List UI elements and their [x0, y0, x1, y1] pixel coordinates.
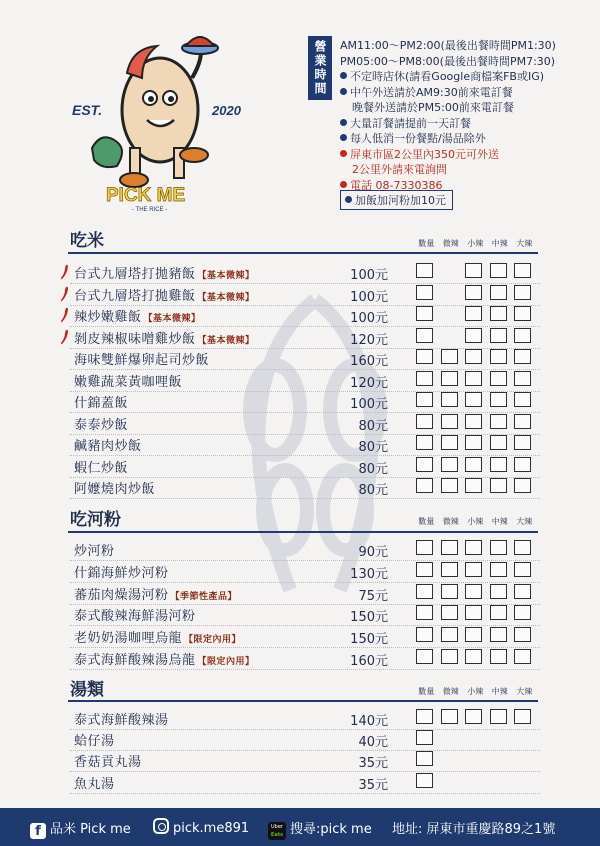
info-line: 每人低消一份餐點/湯品除外 — [340, 131, 556, 147]
spice-checkbox[interactable] — [465, 605, 482, 620]
addon-note — [340, 190, 453, 210]
spice-checkbox[interactable] — [490, 285, 507, 300]
menu-item — [60, 305, 540, 325]
menu-item — [60, 456, 540, 476]
menu-item-price: 80元 — [358, 440, 388, 455]
menu-item — [60, 561, 540, 581]
bullet-icon — [340, 181, 347, 188]
spice-checkbox[interactable] — [514, 709, 531, 724]
menu-item — [60, 413, 540, 433]
spice-checkbox[interactable] — [514, 627, 531, 642]
menu-item-name: 辣炒嫩雞飯 【基本微辣】 — [74, 310, 201, 325]
quantity-checkbox[interactable] — [416, 306, 433, 321]
instagram-icon — [153, 818, 169, 834]
quantity-checkbox[interactable] — [416, 414, 433, 429]
menu-item-name: 海味雙鮮爆卵起司炒飯 — [74, 353, 210, 368]
spice-checkbox[interactable] — [514, 584, 531, 599]
spice-checkbox[interactable] — [490, 263, 507, 278]
section-divider — [68, 700, 538, 702]
spice-checkbox[interactable] — [465, 392, 482, 407]
menu-item-name: 泰式海鮮酸辣湯 — [74, 713, 169, 728]
menu-item-price: 80元 — [358, 418, 388, 434]
spice-checkbox[interactable] — [514, 478, 531, 493]
footer-bar — [0, 808, 600, 846]
logo-sub: - THE RICE - — [132, 207, 168, 213]
spice-checkbox[interactable] — [441, 562, 458, 577]
column-heads-soup — [414, 686, 538, 697]
quantity-checkbox[interactable] — [416, 457, 433, 472]
spice-checkbox[interactable] — [490, 562, 507, 577]
spice-checkbox[interactable] — [514, 457, 531, 472]
bullet-icon — [340, 150, 347, 157]
column-head: 大辣 — [516, 687, 533, 696]
chili-icon — [60, 329, 70, 345]
quantity-checkbox[interactable] — [416, 709, 433, 724]
spice-checkbox[interactable] — [514, 392, 531, 407]
logo-est: EST. — [72, 102, 103, 118]
quantity-checkbox[interactable] — [416, 371, 433, 386]
column-head: 中辣 — [491, 687, 508, 696]
menu-item-price: 90元 — [358, 545, 388, 560]
column-head: 數量 — [418, 517, 435, 526]
menu-item-price: 100元 — [350, 289, 388, 305]
quantity-checkbox[interactable] — [416, 328, 433, 343]
spice-checkbox[interactable] — [441, 478, 458, 493]
menu-item-price: 160元 — [350, 354, 388, 369]
spice-checkbox[interactable] — [490, 540, 507, 555]
spice-checkbox[interactable] — [514, 328, 531, 343]
menu-item — [60, 327, 540, 347]
quantity-checkbox[interactable] — [416, 649, 433, 664]
menu-item-price: 35元 — [358, 756, 388, 772]
menu-item-price: 160元 — [350, 654, 388, 669]
spice-checkbox[interactable] — [441, 627, 458, 642]
spice-checkbox[interactable] — [490, 414, 507, 429]
menu-item-name: 嫩雞蔬菜黃咖哩飯 — [74, 374, 183, 390]
menu-item-badge: 【基本微辣】 — [197, 292, 255, 303]
menu-item-price: 35元 — [358, 777, 388, 793]
spice-checkbox[interactable] — [465, 627, 482, 642]
spice-checkbox[interactable] — [490, 457, 507, 472]
spice-checkbox[interactable] — [465, 306, 482, 321]
quantity-checkbox[interactable] — [416, 392, 433, 407]
column-head: 數量 — [418, 239, 435, 248]
column-head: 中辣 — [491, 239, 508, 248]
address-text: 地址: 屏東市重慶路89之1號 — [392, 822, 556, 837]
quantity-checkbox[interactable] — [416, 349, 433, 364]
spice-checkbox[interactable] — [465, 649, 482, 664]
column-head: 大辣 — [516, 239, 533, 248]
menu-item-name: 台式九層塔打拋雞飯 【基本微辣】 — [74, 288, 255, 304]
menu-item-name: 泰式酸辣海鮮湯河粉 — [74, 609, 196, 625]
column-heads-rice — [414, 238, 538, 249]
spice-checkbox[interactable] — [441, 349, 458, 364]
ubereats-link[interactable]: Uber Eats 搜尋:pick me — [268, 818, 372, 840]
menu-item-price: 150元 — [350, 610, 388, 626]
spice-checkbox[interactable] — [514, 540, 531, 555]
chili-icon — [60, 286, 70, 302]
column-head: 微辣 — [442, 239, 459, 248]
menu-item — [60, 626, 540, 646]
menu-item — [60, 539, 540, 559]
spice-checkbox[interactable] — [514, 605, 531, 620]
ubereats-icon: Uber Eats — [268, 822, 286, 840]
menu-item-name: 剝皮辣椒味噌雞炒飯 【基本微辣】 — [74, 331, 255, 347]
column-head: 微辣 — [442, 517, 459, 526]
bullet-icon — [340, 72, 347, 79]
spice-checkbox[interactable] — [514, 349, 531, 364]
menu-item-name: 蝦仁炒飯 — [74, 460, 129, 476]
menu-item — [60, 477, 540, 497]
menu-item — [60, 729, 540, 749]
spice-checkbox[interactable] — [490, 627, 507, 642]
menu-item — [60, 648, 540, 668]
quantity-checkbox[interactable] — [416, 478, 433, 493]
menu-item-name: 蕃茄肉燥湯河粉 【季節性產品】 — [74, 587, 238, 603]
menu-item — [60, 604, 540, 624]
menu-item-name: 什錦海鮮炒河粉 — [74, 565, 169, 581]
spice-checkbox[interactable] — [514, 649, 531, 664]
spice-checkbox[interactable] — [441, 540, 458, 555]
spice-checkbox[interactable] — [514, 414, 531, 429]
bullet-icon — [340, 88, 347, 95]
spice-checkbox[interactable] — [465, 478, 482, 493]
bullet-icon — [340, 134, 347, 141]
spice-checkbox[interactable] — [441, 605, 458, 620]
quantity-checkbox[interactable] — [416, 773, 433, 788]
column-head: 微辣 — [442, 687, 459, 696]
spice-checkbox[interactable] — [465, 349, 482, 364]
spice-checkbox[interactable] — [441, 649, 458, 664]
menu-item — [60, 370, 540, 390]
spice-checkbox[interactable] — [514, 285, 531, 300]
menu-item-price: 100元 — [350, 397, 388, 412]
info-line: PM05:00～PM8:00(最後出餐時間PM7:30) — [340, 54, 556, 68]
menu-item-name: 什錦蓋飯 — [74, 396, 129, 411]
menu-item-price: 120元 — [350, 375, 388, 391]
info-line: 電話 08-7330386 — [340, 178, 556, 194]
spice-checkbox[interactable] — [465, 285, 482, 300]
section-divider — [68, 252, 538, 254]
spice-checkbox[interactable] — [441, 371, 458, 386]
quantity-checkbox[interactable] — [416, 435, 433, 450]
spice-checkbox[interactable] — [441, 435, 458, 450]
menu-item-price: 80元 — [358, 461, 388, 477]
menu-item-name: 魚丸湯 — [74, 776, 115, 792]
spice-checkbox[interactable] — [441, 392, 458, 407]
pick-me-logo — [72, 18, 252, 213]
row-divider — [70, 793, 540, 794]
menu-item — [60, 708, 540, 728]
quantity-checkbox[interactable] — [416, 540, 433, 555]
spice-checkbox[interactable] — [465, 371, 482, 386]
menu-item-name: 阿嬤燒肉炒飯 — [74, 482, 156, 497]
menu-item — [60, 262, 540, 282]
spice-checkbox[interactable] — [490, 605, 507, 620]
chili-icon — [60, 264, 70, 280]
menu-item — [60, 583, 540, 603]
logo-brand: PICK ME — [106, 185, 186, 206]
menu-item-name: 老奶奶湯咖哩烏龍 【限定內用】 — [74, 631, 242, 647]
row-divider — [70, 498, 540, 499]
section-title-noodle: 吃河粉 — [70, 510, 121, 530]
menu-item-name: 泰泰炒飯 — [74, 417, 129, 433]
spice-checkbox[interactable] — [490, 371, 507, 386]
menu-item — [60, 772, 540, 792]
spice-checkbox[interactable] — [490, 392, 507, 407]
spice-checkbox[interactable] — [490, 328, 507, 343]
instagram-link[interactable]: pick.me891 — [153, 818, 249, 836]
menu-item-price: 75元 — [358, 588, 388, 604]
spice-checkbox[interactable] — [465, 414, 482, 429]
spice-checkbox[interactable] — [490, 349, 507, 364]
quantity-checkbox[interactable] — [416, 627, 433, 642]
quantity-checkbox[interactable] — [416, 584, 433, 599]
info-line: 2公里外請來電詢問 — [352, 163, 447, 176]
menu-item — [60, 348, 540, 368]
menu-item-name: 泰式海鮮酸辣湯烏龍 【限定內用】 — [74, 653, 255, 668]
menu-item-badge: 【季節性產品】 — [170, 591, 238, 602]
menu-item — [60, 284, 540, 304]
spice-checkbox[interactable] — [465, 540, 482, 555]
logo-year: 2020 — [212, 103, 241, 118]
spice-checkbox[interactable] — [490, 435, 507, 450]
facebook-icon: f — [30, 823, 46, 839]
bullet-icon — [345, 196, 352, 203]
info-line: 屏東市區2公里內350元可外送 — [340, 147, 556, 163]
menu-item-price: 150元 — [350, 632, 388, 648]
spice-checkbox[interactable] — [465, 709, 482, 724]
column-head: 小辣 — [467, 687, 484, 696]
spice-checkbox[interactable] — [465, 584, 482, 599]
column-head: 中辣 — [491, 517, 508, 526]
addon-text: 加飯加河粉加10元 — [355, 194, 446, 207]
spice-checkbox[interactable] — [514, 562, 531, 577]
column-heads-noodle — [414, 516, 538, 527]
facebook-link[interactable]: f 品米 Pick me — [30, 818, 131, 839]
spice-checkbox[interactable] — [465, 328, 482, 343]
quantity-checkbox[interactable] — [416, 730, 433, 745]
info-line: 不定時店休(請看Google商檔案FB或IG) — [340, 69, 556, 85]
spice-checkbox[interactable] — [465, 457, 482, 472]
menu-item-price: 140元 — [350, 714, 388, 729]
quantity-checkbox[interactable] — [416, 562, 433, 577]
menu-item-badge: 【基本微辣】 — [197, 271, 255, 281]
menu-item — [60, 750, 540, 770]
quantity-checkbox[interactable] — [416, 263, 433, 278]
menu-item-price: 100元 — [350, 268, 388, 283]
business-hours-tag: 營業時間 — [308, 36, 332, 100]
menu-item-name: 台式九層塔打拋豬飯 【基本微辣】 — [74, 267, 255, 282]
menu-item-badge: 【限定內用】 — [197, 657, 255, 667]
spice-checkbox[interactable] — [465, 562, 482, 577]
spice-checkbox[interactable] — [441, 709, 458, 724]
menu-item-name: 蛤仔湯 — [74, 734, 115, 750]
section-divider — [68, 531, 538, 533]
spice-checkbox[interactable] — [490, 306, 507, 321]
menu-item-name: 鹹豬肉炒飯 — [74, 439, 142, 454]
menu-item-price: 80元 — [358, 483, 388, 498]
spice-checkbox[interactable] — [441, 414, 458, 429]
menu-item-price: 120元 — [350, 332, 388, 348]
section-title-soup: 湯類 — [70, 680, 104, 700]
spice-checkbox[interactable] — [490, 649, 507, 664]
menu-item-price: 100元 — [350, 311, 388, 326]
menu-item-badge: 【基本微辣】 — [143, 314, 201, 324]
row-divider — [70, 669, 540, 670]
quantity-checkbox[interactable] — [416, 751, 433, 766]
spice-checkbox[interactable] — [514, 263, 531, 278]
info-line: 晚餐外送請於PM5:00前來電訂餐 — [352, 101, 514, 114]
store-info — [340, 38, 556, 193]
menu-item-price: 40元 — [358, 735, 388, 751]
spice-checkbox[interactable] — [441, 457, 458, 472]
spice-checkbox[interactable] — [490, 709, 507, 724]
spice-checkbox[interactable] — [514, 435, 531, 450]
menu-item-badge: 【限定內用】 — [184, 635, 242, 646]
column-head: 大辣 — [516, 517, 533, 526]
column-head: 數量 — [418, 687, 435, 696]
spice-checkbox[interactable] — [490, 478, 507, 493]
info-line: 中午外送請於AM9:30前來電訂餐 — [340, 85, 556, 101]
menu-item — [60, 434, 540, 454]
spice-checkbox[interactable] — [514, 371, 531, 386]
info-line: 大量訂餐請提前一天訂餐 — [340, 116, 556, 132]
spice-checkbox[interactable] — [514, 306, 531, 321]
menu-item-badge: 【基本微辣】 — [197, 335, 255, 346]
column-head: 小辣 — [467, 517, 484, 526]
column-head: 小辣 — [467, 239, 484, 248]
menu-item — [60, 391, 540, 411]
quantity-checkbox[interactable] — [416, 605, 433, 620]
menu-item-price: 130元 — [350, 566, 388, 582]
spice-checkbox[interactable] — [490, 584, 507, 599]
menu-item-name: 炒河粉 — [74, 544, 115, 559]
spice-checkbox[interactable] — [465, 263, 482, 278]
menu-item-name: 香菇貢丸湯 — [74, 755, 142, 771]
chili-icon — [60, 307, 70, 323]
quantity-checkbox[interactable] — [416, 285, 433, 300]
spice-checkbox[interactable] — [441, 584, 458, 599]
spice-checkbox[interactable] — [465, 435, 482, 450]
bullet-icon — [340, 119, 347, 126]
section-title-rice: 吃米 — [70, 231, 104, 251]
info-line: AM11:00～PM2:00(最後出餐時間PM1:30) — [340, 39, 556, 52]
